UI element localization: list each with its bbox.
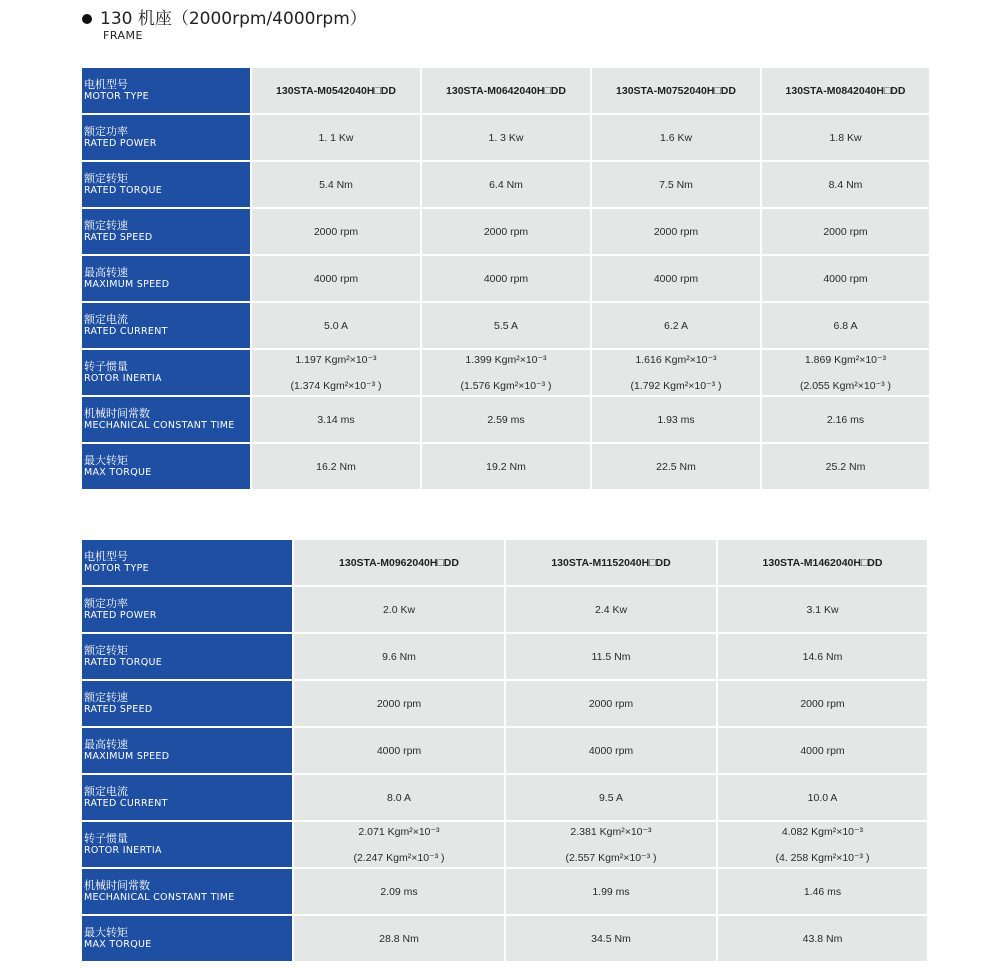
table-cell: 1.6 Kw [592, 115, 760, 160]
table-cell: 8.0 A [294, 775, 504, 820]
table-cell-model: 130STA-M1462040H□DD [718, 540, 927, 585]
row-rated-power [82, 587, 927, 632]
table-cell: 2000 rpm [506, 681, 716, 726]
row-label: 转子惯量 ROTOR INERTIA [82, 350, 250, 395]
row-label: 额定功率 RATED POWER [82, 115, 250, 160]
row-mechanical-constant-time [82, 397, 929, 442]
row-label: 额定转速 RATED SPEED [82, 209, 250, 254]
table-cell: 5.5 A [422, 303, 590, 348]
table-cell: 2.071 Kgm²×10⁻³ (2.247 Kgm²×10⁻³ ) [294, 822, 504, 867]
row-rotor-inertia [82, 350, 929, 395]
table-cell-model: 130STA-M0542040H□DD [252, 68, 420, 113]
table-cell: 4000 rpm [762, 256, 929, 301]
row-label: 额定转矩 RATED TORQUE [82, 634, 292, 679]
spec-table-2 [80, 538, 929, 963]
row-rated-current [82, 303, 929, 348]
table-cell: 2.59 ms [422, 397, 590, 442]
row-mechanical-constant-time [82, 869, 927, 914]
table-cell: 1.869 Kgm²×10⁻³ (2.055 Kgm²×10⁻³ ) [762, 350, 929, 395]
table-cell: 4000 rpm [592, 256, 760, 301]
table-cell: 10.0 A [718, 775, 927, 820]
row-label: 机械时间常数 MECHANICAL CONSTANT TIME [82, 869, 292, 914]
row-label: 电机型号 MOTOR TYPE [82, 540, 292, 585]
table-cell: 4000 rpm [506, 728, 716, 773]
table-cell: 8.4 Nm [762, 162, 929, 207]
table-cell: 2.0 Kw [294, 587, 504, 632]
row-motor-type [82, 540, 927, 585]
bullet-dot-icon [82, 14, 92, 24]
row-rated-power [82, 115, 929, 160]
row-max-speed [82, 728, 927, 773]
row-label: 机械时间常数 MECHANICAL CONSTANT TIME [82, 397, 250, 442]
table-cell: 2.16 ms [762, 397, 929, 442]
table-cell: 4000 rpm [294, 728, 504, 773]
table-cell: 2000 rpm [294, 681, 504, 726]
table-cell: 34.5 Nm [506, 916, 716, 961]
row-max-torque [82, 916, 927, 961]
table-cell: 2000 rpm [762, 209, 929, 254]
table-cell: 1.399 Kgm²×10⁻³ (1.576 Kgm²×10⁻³ ) [422, 350, 590, 395]
table-cell: 4000 rpm [252, 256, 420, 301]
row-label: 转子惯量 ROTOR INERTIA [82, 822, 292, 867]
table-cell: 2000 rpm [592, 209, 760, 254]
table-cell: 43.8 Nm [718, 916, 927, 961]
row-rated-speed [82, 681, 927, 726]
table-cell: 1. 1 Kw [252, 115, 420, 160]
row-label: 电机型号 MOTOR TYPE [82, 68, 250, 113]
table-cell: 2000 rpm [718, 681, 927, 726]
spec-table-1 [80, 66, 931, 491]
row-rated-current [82, 775, 927, 820]
row-label: 最高转速 MAXIMUM SPEED [82, 256, 250, 301]
table-cell: 1.197 Kgm²×10⁻³ (1.374 Kgm²×10⁻³ ) [252, 350, 420, 395]
row-motor-type [82, 68, 929, 113]
section-title: 130 机座（2000rpm/4000rpm） [100, 9, 367, 29]
table-cell-model: 130STA-M0842040H□DD [762, 68, 929, 113]
table-cell: 5.0 A [252, 303, 420, 348]
table-cell: 6.8 A [762, 303, 929, 348]
table-cell: 6.2 A [592, 303, 760, 348]
row-label: 最大转矩 MAX TORQUE [82, 916, 292, 961]
row-label: 最大转矩 MAX TORQUE [82, 444, 250, 489]
table-cell: 28.8 Nm [294, 916, 504, 961]
table-cell-model: 130STA-M0642040H□DD [422, 68, 590, 113]
row-label: 额定转矩 RATED TORQUE [82, 162, 250, 207]
table-cell: 14.6 Nm [718, 634, 927, 679]
table-cell: 2000 rpm [252, 209, 420, 254]
table-cell: 2.381 Kgm²×10⁻³ (2.557 Kgm²×10⁻³ ) [506, 822, 716, 867]
table-cell: 4.082 Kgm²×10⁻³ (4. 258 Kgm²×10⁻³ ) [718, 822, 927, 867]
row-max-torque [82, 444, 929, 489]
row-label: 额定电流 RATED CURRENT [82, 775, 292, 820]
table-cell-model: 130STA-M1152040H□DD [506, 540, 716, 585]
table-cell: 3.14 ms [252, 397, 420, 442]
row-label: 最高转速 MAXIMUM SPEED [82, 728, 292, 773]
table-cell: 4000 rpm [422, 256, 590, 301]
table-cell-model: 130STA-M0962040H□DD [294, 540, 504, 585]
table-cell: 9.6 Nm [294, 634, 504, 679]
row-max-speed [82, 256, 929, 301]
table-cell: 16.2 Nm [252, 444, 420, 489]
table-cell: 6.4 Nm [422, 162, 590, 207]
table-cell: 9.5 A [506, 775, 716, 820]
row-rated-speed [82, 209, 929, 254]
table-cell-model: 130STA-M0752040H□DD [592, 68, 760, 113]
table-cell: 25.2 Nm [762, 444, 929, 489]
table-cell: 2.09 ms [294, 869, 504, 914]
row-label: 额定电流 RATED CURRENT [82, 303, 250, 348]
table-cell: 5.4 Nm [252, 162, 420, 207]
table-cell: 1.46 ms [718, 869, 927, 914]
row-rated-torque [82, 162, 929, 207]
table-cell: 11.5 Nm [506, 634, 716, 679]
row-label: 额定转速 RATED SPEED [82, 681, 292, 726]
row-rated-torque [82, 634, 927, 679]
table-cell: 3.1 Kw [718, 587, 927, 632]
table-cell: 1. 3 Kw [422, 115, 590, 160]
table-cell: 22.5 Nm [592, 444, 760, 489]
table-cell: 1.8 Kw [762, 115, 929, 160]
table-cell: 4000 rpm [718, 728, 927, 773]
table-cell: 7.5 Nm [592, 162, 760, 207]
table-cell: 19.2 Nm [422, 444, 590, 489]
section-subtitle: FRAME [103, 29, 143, 42]
table-cell: 2.4 Kw [506, 587, 716, 632]
table-cell: 2000 rpm [422, 209, 590, 254]
table-cell: 1.616 Kgm²×10⁻³ (1.792 Kgm²×10⁻³ ) [592, 350, 760, 395]
table-cell: 1.93 ms [592, 397, 760, 442]
row-rotor-inertia [82, 822, 927, 867]
row-label: 额定功率 RATED POWER [82, 587, 292, 632]
table-cell: 1.99 ms [506, 869, 716, 914]
